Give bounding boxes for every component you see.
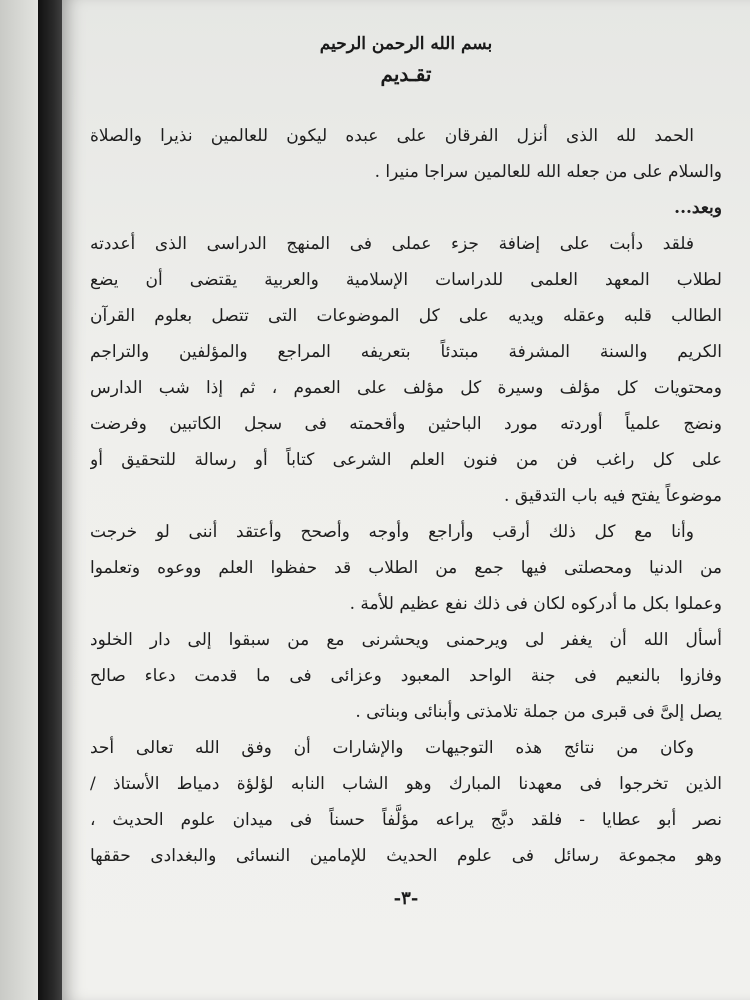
text-line: وهو مجموعة رسائل فى علوم الحديث للإمامين النسائى والبغدادى حققها bbox=[90, 846, 722, 866]
text-line: من الدنيا ومحصلتى فيها جمع من الطلاب قد حفظوا العلم ووعوه وتعلموا bbox=[90, 558, 722, 578]
text-line: الطالب قلبه وعقله ويديه على كل الموضوعات التى تتصل بعلوم القرآن bbox=[90, 306, 722, 326]
text-line: فلقد دأبت على إضافة جزء عملى فى المنهج الدراسى الذى أعددته bbox=[90, 234, 694, 254]
text-line: نصر أبو عطايا - فلقد دبَّج يراعه مؤلَّفاً حسناً فى ميدان علوم الحديث ، bbox=[90, 810, 722, 830]
text-line: أسأل الله أن يغفر لى ويرحمنى ويحشرنى مع من سبقوا إلى دار الخلود bbox=[90, 630, 722, 650]
text-line: الحمد لله الذى أنزل الفرقان على عبده ليكون للعالمين نذيرا والصلاة bbox=[90, 126, 694, 146]
text-line: الكريم والسنة المشرفة مبتدئاً بتعريفه المراجع والمؤلفين والتراجم bbox=[90, 342, 722, 362]
text-line: الذين تخرجوا فى معهدنا المبارك وهو الشاب النابه لؤلؤة دمياط الأستاذ / bbox=[90, 774, 722, 794]
page-title: تقـديم bbox=[380, 62, 432, 86]
text-line: وبعد... bbox=[674, 198, 722, 218]
text-line: والسلام على من جعله الله للعالمين سراجا منيرا . bbox=[374, 162, 722, 182]
text-line: يصل إلىَّ فى قبرى من جملة تلامذتى وأبنائى وبناتى . bbox=[355, 702, 722, 722]
page-number: -٣- bbox=[393, 888, 419, 909]
basmala: بسم الله الرحمن الرحيم bbox=[319, 34, 493, 54]
body-text bbox=[90, 118, 722, 874]
text-line: ومحتويات كل مؤلف وسيرة كل مؤلف على العموم ، ثم إذا شب الدارس bbox=[90, 378, 722, 398]
text-line: ونضج علمياً أوردته مورد الباحثين وأقحمته فى سجل الكاتبين وفرضت bbox=[90, 414, 722, 434]
text-line: وفازوا بالنعيم فى جنة الواحد المعبود وعزائى فى ما قدمت دعاء صالح bbox=[90, 666, 722, 686]
text-line: وعملوا بكل ما أدركوه لكان فى ذلك نفع عظيم للأمة . bbox=[349, 594, 722, 614]
text-line: وأنا مع كل ذلك أرقب وأراجع وأوجه وأصحح وأعتقد أننى لو خرجت bbox=[90, 522, 694, 542]
book-spine bbox=[38, 0, 64, 1000]
text-line: وكان من نتائج هذه التوجيهات والإشارات أن وفق الله تعالى أحد bbox=[90, 738, 694, 758]
text-line: على كل راغب فن من فنون العلم الشرعى كتاباً أو رسالة للتحقيق أو bbox=[90, 450, 722, 470]
page-header bbox=[62, 30, 750, 88]
text-line: موضوعاً يفتح فيه باب التدقيق . bbox=[504, 486, 722, 506]
book-page bbox=[62, 0, 750, 1000]
text-line: لطلاب المعهد العلمى للدراسات الإسلامية والعربية يقتضى أن يضع bbox=[90, 270, 722, 290]
